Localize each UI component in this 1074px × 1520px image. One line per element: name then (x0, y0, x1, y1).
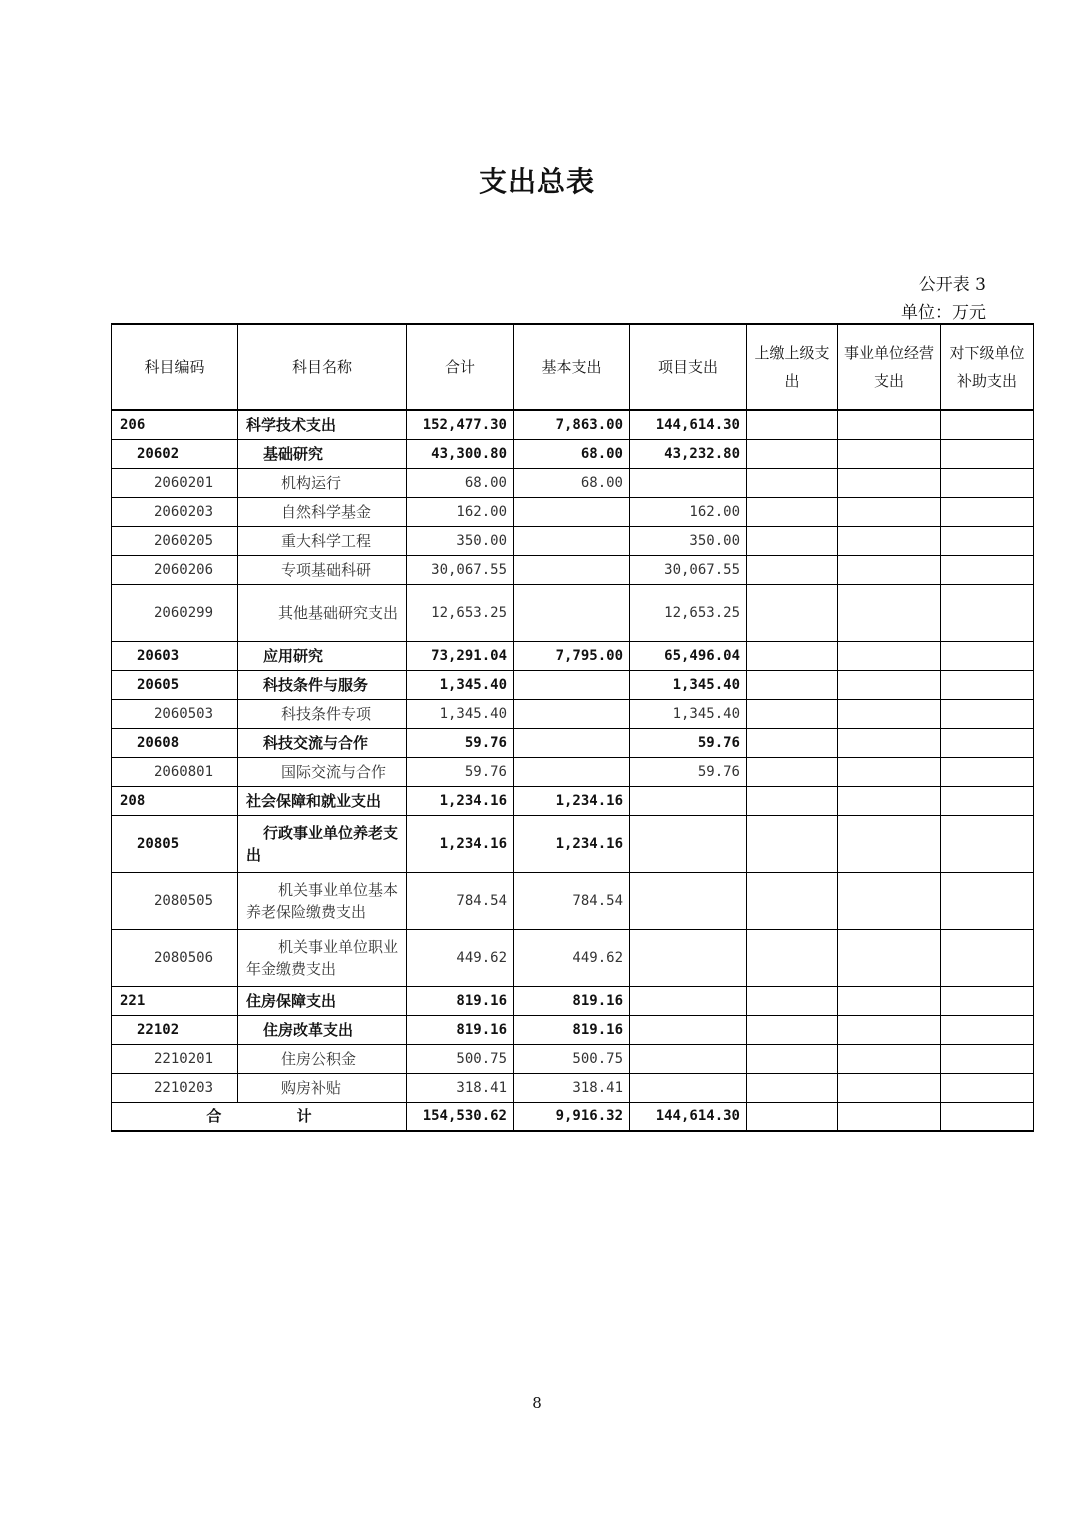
business-operation-cell (838, 786, 941, 815)
page-title: 支出总表 (478, 165, 595, 198)
subject-code: 221 (112, 986, 238, 1015)
subject-code: 2060206 (112, 555, 238, 584)
subsidy-subordinate-cell (941, 786, 1034, 815)
table-row (112, 410, 1034, 439)
total-amount: 73,291.04 (407, 641, 514, 670)
subject-code: 20605 (112, 670, 238, 699)
total-amount: 449.62 (407, 929, 514, 986)
subsidy-subordinate-cell (941, 670, 1034, 699)
remit-superior-cell (747, 786, 838, 815)
business-operation-cell (838, 497, 941, 526)
basic-expenditure (514, 555, 630, 584)
business-operation-cell (838, 439, 941, 468)
project-expenditure (630, 986, 747, 1015)
total-amount: 1,234.16 (407, 786, 514, 815)
basic-expenditure: 318.41 (514, 1073, 630, 1102)
remit-superior-cell (747, 757, 838, 786)
table-row (112, 670, 1034, 699)
subsidy-subordinate-cell (941, 1102, 1034, 1131)
total-amount: 59.76 (407, 728, 514, 757)
remit-superior-cell (747, 986, 838, 1015)
basic-expenditure: 1,234.16 (514, 815, 630, 872)
total-amount: 30,067.55 (407, 555, 514, 584)
subsidy-subordinate-cell (941, 986, 1034, 1015)
subject-code: 2060203 (112, 497, 238, 526)
basic-expenditure (514, 497, 630, 526)
subsidy-subordinate-cell (941, 641, 1034, 670)
basic-expenditure: 819.16 (514, 1015, 630, 1044)
basic-expenditure: 449.62 (514, 929, 630, 986)
business-operation-cell (838, 929, 941, 986)
total-amount: 819.16 (407, 986, 514, 1015)
table-row (112, 872, 1034, 929)
business-operation-cell (838, 1015, 941, 1044)
subject-name: 专项基础科研 (238, 555, 407, 584)
table-row (112, 699, 1034, 728)
subject-code: 20603 (112, 641, 238, 670)
remit-superior-cell (747, 1044, 838, 1073)
header-code: 科目编码 (112, 324, 238, 410)
business-operation-cell (838, 641, 941, 670)
table-row (112, 584, 1034, 641)
subsidy-subordinate-cell (941, 555, 1034, 584)
table-row (112, 1044, 1034, 1073)
subject-code: 20608 (112, 728, 238, 757)
table-row (112, 439, 1034, 468)
remit-superior-cell (747, 497, 838, 526)
total-amount: 318.41 (407, 1073, 514, 1102)
project-expenditure: 12,653.25 (630, 584, 747, 641)
remit-superior-cell (747, 555, 838, 584)
subject-name: 机关事业单位基本养老保险缴费支出 (238, 872, 407, 929)
project-expenditure (630, 468, 747, 497)
subject-name: 科技条件与服务 (238, 670, 407, 699)
basic-expenditure: 68.00 (514, 468, 630, 497)
header-remit-superior: 上缴上级支出 (747, 324, 838, 410)
subsidy-subordinate-cell (941, 526, 1034, 555)
subject-name: 机关事业单位职业年金缴费支出 (238, 929, 407, 986)
basic-expenditure: 784.54 (514, 872, 630, 929)
table-row (112, 1073, 1034, 1102)
basic-expenditure (514, 584, 630, 641)
total-amount: 162.00 (407, 497, 514, 526)
business-operation-cell (838, 584, 941, 641)
business-operation-cell (838, 872, 941, 929)
table-body (112, 410, 1034, 1131)
subject-code: 206 (112, 410, 238, 439)
remit-superior-cell (747, 1015, 838, 1044)
project-expenditure: 65,496.04 (630, 641, 747, 670)
subsidy-subordinate-cell (941, 410, 1034, 439)
subject-name: 机构运行 (238, 468, 407, 497)
header-project: 项目支出 (630, 324, 747, 410)
subject-name: 购房补贴 (238, 1073, 407, 1102)
subsidy-subordinate-cell (941, 929, 1034, 986)
subject-code: 2060205 (112, 526, 238, 555)
business-operation-cell (838, 986, 941, 1015)
table-row (112, 815, 1034, 872)
header-basic: 基本支出 (514, 324, 630, 410)
subsidy-subordinate-cell (941, 439, 1034, 468)
subject-code: 2210203 (112, 1073, 238, 1102)
subsidy-subordinate-cell (941, 1073, 1034, 1102)
subject-name: 国际交流与合作 (238, 757, 407, 786)
project-expenditure: 1,345.40 (630, 670, 747, 699)
remit-superior-cell (747, 1073, 838, 1102)
total-label: 合 计 (112, 1102, 407, 1131)
table-row (112, 929, 1034, 986)
subsidy-subordinate-cell (941, 1015, 1034, 1044)
remit-superior-cell (747, 728, 838, 757)
total-amount: 59.76 (407, 757, 514, 786)
subject-code: 2060801 (112, 757, 238, 786)
subject-code: 2080505 (112, 872, 238, 929)
grand-total: 154,530.62 (407, 1102, 514, 1131)
business-operation-cell (838, 699, 941, 728)
remit-superior-cell (747, 468, 838, 497)
project-expenditure: 1,345.40 (630, 699, 747, 728)
subject-name: 科技交流与合作 (238, 728, 407, 757)
table-row (112, 526, 1034, 555)
project-expenditure: 59.76 (630, 728, 747, 757)
subject-name: 重大科学工程 (238, 526, 407, 555)
subsidy-subordinate-cell (941, 728, 1034, 757)
table-row (112, 555, 1034, 584)
project-expenditure: 162.00 (630, 497, 747, 526)
remit-superior-cell (747, 872, 838, 929)
subject-code: 2210201 (112, 1044, 238, 1073)
remit-superior-cell (747, 929, 838, 986)
business-operation-cell (838, 555, 941, 584)
table-row (112, 1015, 1034, 1044)
basic-expenditure (514, 728, 630, 757)
basic-expenditure: 819.16 (514, 986, 630, 1015)
project-expenditure (630, 872, 747, 929)
business-operation-cell (838, 526, 941, 555)
total-amount: 784.54 (407, 872, 514, 929)
business-operation-cell (838, 670, 941, 699)
total-amount: 1,345.40 (407, 670, 514, 699)
subject-name: 社会保障和就业支出 (238, 786, 407, 815)
subject-name: 其他基础研究支出 (238, 584, 407, 641)
project-expenditure (630, 815, 747, 872)
subsidy-subordinate-cell (941, 584, 1034, 641)
subject-name: 行政事业单位养老支出 (238, 815, 407, 872)
remit-superior-cell (747, 815, 838, 872)
subsidy-subordinate-cell (941, 872, 1034, 929)
business-operation-cell (838, 728, 941, 757)
total-amount: 12,653.25 (407, 584, 514, 641)
grand-project: 144,614.30 (630, 1102, 747, 1131)
table-row (112, 757, 1034, 786)
project-expenditure: 350.00 (630, 526, 747, 555)
project-expenditure (630, 1015, 747, 1044)
remit-superior-cell (747, 410, 838, 439)
basic-expenditure (514, 699, 630, 728)
subsidy-subordinate-cell (941, 468, 1034, 497)
business-operation-cell (838, 410, 941, 439)
project-expenditure: 144,614.30 (630, 410, 747, 439)
subject-code: 2060201 (112, 468, 238, 497)
subsidy-subordinate-cell (941, 699, 1034, 728)
business-operation-cell (838, 1044, 941, 1073)
basic-expenditure: 7,795.00 (514, 641, 630, 670)
header-total: 合计 (407, 324, 514, 410)
subsidy-subordinate-cell (941, 815, 1034, 872)
basic-expenditure (514, 670, 630, 699)
table-row (112, 728, 1034, 757)
basic-expenditure: 68.00 (514, 439, 630, 468)
page-number: 8 (532, 1394, 542, 1412)
subject-code: 22102 (112, 1015, 238, 1044)
total-amount: 1,345.40 (407, 699, 514, 728)
total-amount: 68.00 (407, 468, 514, 497)
subject-name: 科技条件专项 (238, 699, 407, 728)
total-amount: 43,300.80 (407, 439, 514, 468)
header-subsidy-subordinate: 对下级单位补助支出 (941, 324, 1034, 410)
remit-superior-cell (747, 641, 838, 670)
header-name: 科目名称 (238, 324, 407, 410)
remit-superior-cell (747, 1102, 838, 1131)
form-number: 公开表 3 (918, 275, 986, 295)
subject-name: 自然科学基金 (238, 497, 407, 526)
total-amount: 1,234.16 (407, 815, 514, 872)
subject-name: 应用研究 (238, 641, 407, 670)
subject-name: 科学技术支出 (238, 410, 407, 439)
total-amount: 819.16 (407, 1015, 514, 1044)
table-header (112, 324, 1034, 410)
table-row (112, 468, 1034, 497)
project-expenditure (630, 786, 747, 815)
header-business-operation: 事业单位经营支出 (838, 324, 941, 410)
business-operation-cell (838, 1073, 941, 1102)
subject-code: 208 (112, 786, 238, 815)
project-expenditure (630, 929, 747, 986)
project-expenditure (630, 1044, 747, 1073)
business-operation-cell (838, 1102, 941, 1131)
table-row (112, 786, 1034, 815)
remit-superior-cell (747, 670, 838, 699)
subject-name: 住房保障支出 (238, 986, 407, 1015)
grand-basic: 9,916.32 (514, 1102, 630, 1131)
project-expenditure (630, 1073, 747, 1102)
subsidy-subordinate-cell (941, 497, 1034, 526)
subsidy-subordinate-cell (941, 757, 1034, 786)
unit-label: 单位：万元 (901, 303, 986, 323)
project-expenditure: 43,232.80 (630, 439, 747, 468)
subject-code: 2060299 (112, 584, 238, 641)
subject-code: 2060503 (112, 699, 238, 728)
subject-code: 20602 (112, 439, 238, 468)
basic-expenditure: 7,863.00 (514, 410, 630, 439)
remit-superior-cell (747, 699, 838, 728)
subject-name: 住房公积金 (238, 1044, 407, 1073)
total-row (112, 1102, 1034, 1131)
table-row (112, 497, 1034, 526)
remit-superior-cell (747, 439, 838, 468)
remit-superior-cell (747, 526, 838, 555)
basic-expenditure: 1,234.16 (514, 786, 630, 815)
total-amount: 500.75 (407, 1044, 514, 1073)
remit-superior-cell (747, 584, 838, 641)
expenditure-table (111, 323, 1034, 1132)
basic-expenditure: 500.75 (514, 1044, 630, 1073)
business-operation-cell (838, 468, 941, 497)
project-expenditure: 30,067.55 (630, 555, 747, 584)
table-row (112, 986, 1034, 1015)
basic-expenditure (514, 526, 630, 555)
subject-name: 住房改革支出 (238, 1015, 407, 1044)
subject-code: 2080506 (112, 929, 238, 986)
business-operation-cell (838, 757, 941, 786)
subject-code: 20805 (112, 815, 238, 872)
business-operation-cell (838, 815, 941, 872)
basic-expenditure (514, 757, 630, 786)
project-expenditure: 59.76 (630, 757, 747, 786)
subject-name: 基础研究 (238, 439, 407, 468)
total-amount: 152,477.30 (407, 410, 514, 439)
table-row (112, 641, 1034, 670)
subsidy-subordinate-cell (941, 1044, 1034, 1073)
total-amount: 350.00 (407, 526, 514, 555)
